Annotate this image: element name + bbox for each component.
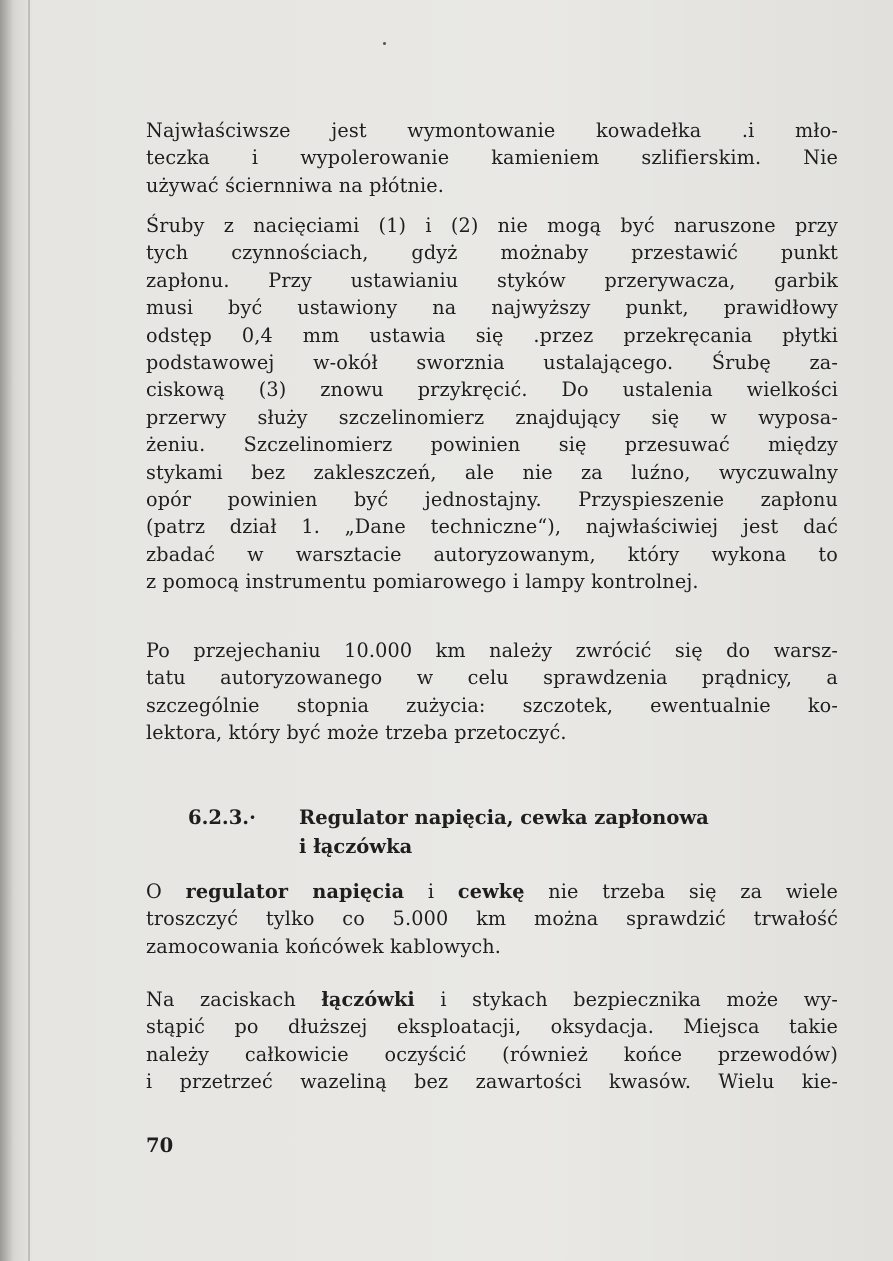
text-line: zamocowania końcówek kablowych. — [146, 934, 501, 958]
text-run: Na zaciskach — [146, 988, 322, 1011]
paragraph-breaker-adjustment — [146, 212, 838, 596]
text-line: zbadać w warsztacie autoryzowanym, który wykona to — [146, 542, 838, 566]
text-run: i stykach bezpiecznika może wy- — [414, 988, 838, 1011]
text-line: z pomocą instrumentu pomiarowego i lampy kontrolnej. — [146, 570, 699, 594]
text-line: przerwy służy szczelinomierz znajdujący się w wyposa- — [146, 405, 838, 429]
section-title — [299, 803, 799, 861]
text-line: żeniu. Szczelinomierz powinien się przesuwać między — [146, 433, 838, 457]
text-line: tatu autoryzowanego w celu sprawdzenia prądnicy, a — [146, 666, 838, 690]
paragraph-generator-check — [146, 637, 838, 747]
text-run: nie trzeba się za wiele — [524, 880, 838, 903]
section-title-line: Regulator napięcia, cewka zapłonowa — [299, 806, 709, 829]
paragraph-regulator-coil — [146, 878, 838, 960]
text-line — [146, 986, 838, 1013]
bold-term: łączówki — [321, 988, 415, 1011]
text-line: troszczyć tylko co 5.000 km można sprawdzić trwałość — [146, 907, 838, 931]
text-line: stykami bez zakleszczeń, ale nie za luźno, wyczuwalny — [146, 460, 838, 484]
binding-edge — [28, 0, 30, 1261]
text-line: Śruby z nacięciami (1) i (2) nie mogą być naruszone przy — [146, 214, 838, 237]
paragraph-cleaning-anvil — [146, 117, 838, 199]
text-line: Po przejechaniu 10.000 km należy zwrócić się do warsz- — [146, 639, 838, 662]
text-line: szczególnie stopnia zużycia: szczotek, ewentualnie ko- — [146, 693, 838, 717]
text-line: należy całkowicie oczyścić (również końce przewodów) — [146, 1042, 838, 1066]
text-line: ciskową (3) znowu przykręcić. Do ustalenia wielkości — [146, 378, 838, 402]
bold-term: regulator napięcia — [185, 880, 405, 903]
text-line: opór powinien być jednostajny. Przyspieszenie zapłonu — [146, 488, 838, 512]
text-line: odstęp 0,4 mm ustawia się .przez przekręcania płytki — [146, 323, 838, 347]
text-line: stąpić po dłuższej eksploatacji, oksydacja. Miejsca takie — [146, 1015, 838, 1039]
text-line: i przetrzeć wazeliną bez zawartości kwasów. Wielu kie- — [146, 1070, 838, 1094]
text-run: i — [404, 880, 458, 903]
text-line: zapłonu. Przy ustawianiu styków przerywacza, garbik — [146, 268, 838, 292]
text-line: (patrz dział 1. „Dane techniczne“), najwłaściwiej jest dać — [146, 515, 838, 539]
text-line: podstawowej w-okół sworznia ustalającego. Śrubę za- — [146, 351, 838, 375]
text-line: używać ściernniwa na płótnie. — [146, 173, 445, 197]
print-speck — [383, 42, 386, 45]
bold-term: cewkę — [457, 880, 525, 903]
text-line: musi być ustawiony na najwyższy punkt, prawidłowy — [146, 296, 838, 320]
section-title-line: i łączówka — [299, 835, 413, 858]
page-number: 70 — [146, 1134, 174, 1157]
text-line: Najwłaściwsze jest wymontowanie kowadełka .i mło- — [146, 119, 838, 142]
text-line: lektora, który być może trzeba przetoczyć. — [146, 721, 567, 745]
text-run: O — [146, 880, 186, 903]
text-line: teczka i wypolerowanie kamieniem szlifierskim. Nie — [146, 146, 838, 170]
text-line: tych czynnościach, gdyż możnaby przestawić punkt — [146, 241, 838, 265]
paragraph-connector-terminals — [146, 986, 838, 1096]
text-line — [146, 878, 838, 905]
section-number: 6.2.3.· — [188, 806, 256, 829]
